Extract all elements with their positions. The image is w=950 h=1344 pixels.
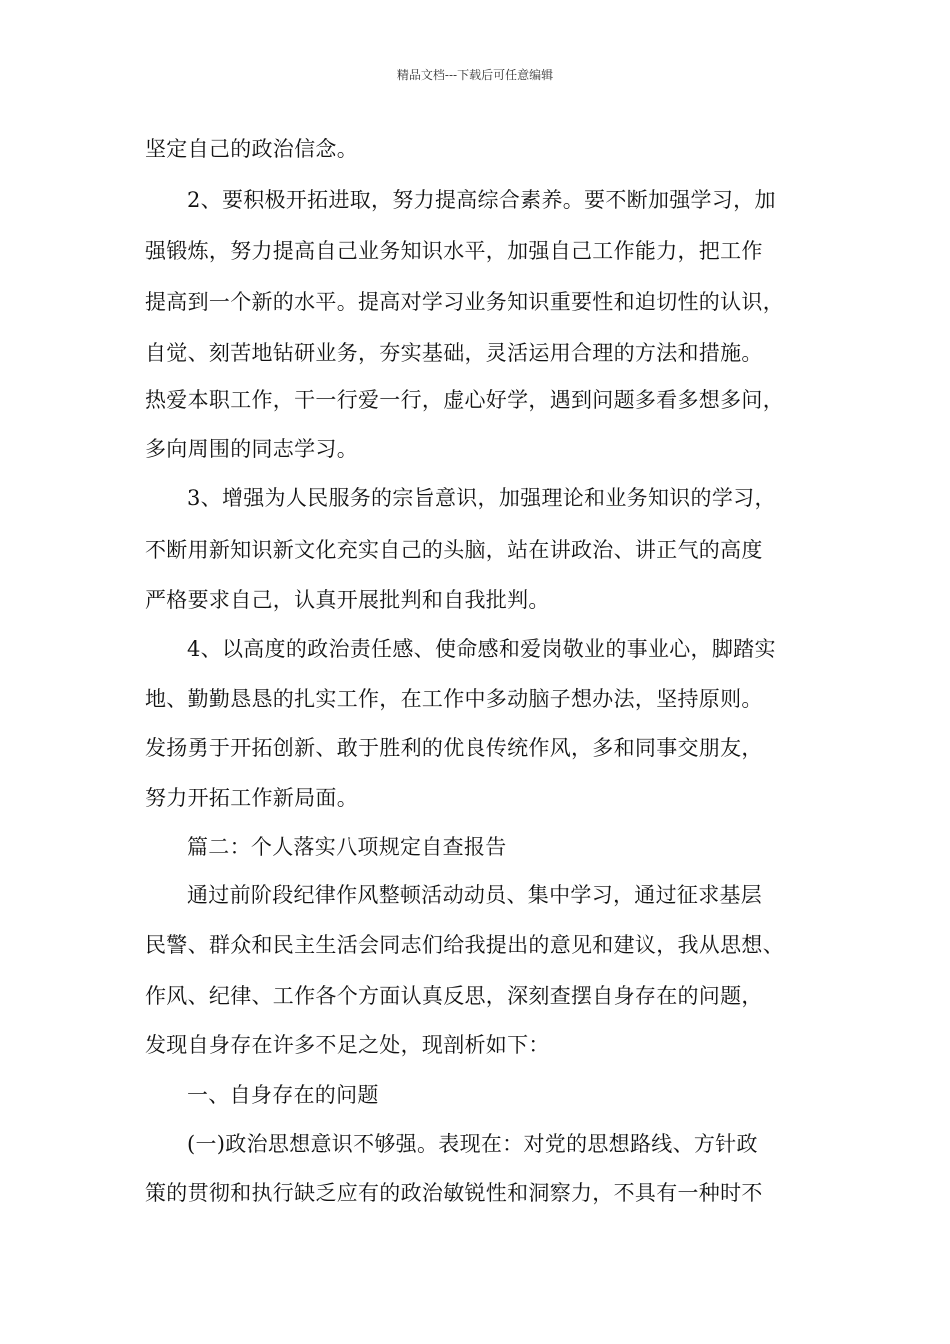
text-line: 自觉、刻苦地钻研业务，夯实基础，灵活运用合理的方法和措施。	[145, 341, 763, 365]
text-line: 努力开拓工作新局面。	[145, 786, 358, 810]
text-line: 作风、纪律、工作各个方面认真反思，深刻查摆自身存在的问题，	[145, 984, 763, 1008]
text-line: 策的贯彻和执行缺乏应有的政治敏锐性和洞察力，不具有一种时不	[145, 1181, 763, 1205]
text-line: 坚定自己的政治信念。	[145, 137, 358, 161]
text-line: 热爱本职工作，干一行爱一行，虚心好学，遇到问题多看多想多问，	[145, 388, 784, 412]
text-line: 4、以高度的政治责任感、使命感和爱岗敬业的事业心，脚踏实	[187, 637, 776, 661]
text-line: (一)政治思想意识不够强。表现在：对党的思想路线、方针政	[187, 1132, 758, 1156]
text-line: 严格要求自己，认真开展批判和自我批判。	[145, 588, 550, 612]
text-line: 通过前阶段纪律作风整顿活动动员、集中学习，通过征求基层	[187, 883, 763, 907]
text-line: 提高到一个新的水平。提高对学习业务知识重要性和迫切性的认识，	[145, 290, 784, 314]
text-line: 地、勤勤恳恳的扎实工作，在工作中多动脑子想办法，坚持原则。	[145, 687, 763, 711]
text-line: 民警、群众和民主生活会同志们给我提出的意见和建议，我从思想、	[145, 933, 784, 957]
page-header: 精品文档---下载后可任意编辑	[396, 68, 554, 82]
text-line: 2、要积极开拓进取，努力提高综合素养。要不断加强学习，加	[187, 188, 776, 212]
section-heading: 篇二：个人落实八项规定自查报告	[187, 835, 507, 859]
text-line: 发扬勇于开拓创新、敢于胜利的优良传统作风，多和同事交朋友，	[145, 736, 763, 760]
text-line: 多向周围的同志学习。	[145, 437, 358, 461]
subsection-heading: 一、自身存在的问题	[187, 1083, 379, 1107]
text-line: 强锻炼，努力提高自己业务知识水平，加强自己工作能力，把工作	[145, 239, 763, 263]
text-line: 3、增强为人民服务的宗旨意识，加强理论和业务知识的学习，	[187, 486, 776, 510]
text-line: 发现自身存在许多不足之处，现剖析如下：	[145, 1033, 550, 1057]
text-line: 不断用新知识新文化充实自己的头脑，站在讲政治、讲正气的高度	[145, 538, 763, 562]
